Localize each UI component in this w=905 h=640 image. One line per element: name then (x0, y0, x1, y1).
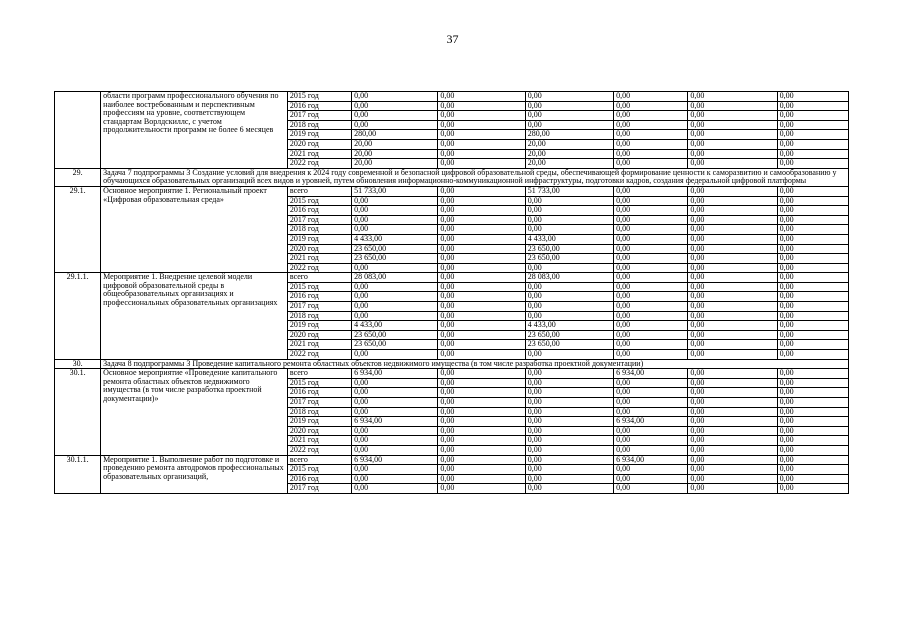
other-1-cell: 0,00 (614, 398, 688, 408)
period-cell: 2022 год (287, 350, 351, 360)
total-cell: 23 650,00 (352, 340, 438, 350)
federal-cell: 0,00 (438, 436, 525, 446)
period-cell: 2016 год (287, 101, 351, 111)
federal-cell: 0,00 (438, 302, 525, 312)
other-2-cell: 0,00 (688, 244, 777, 254)
other-2-cell: 0,00 (688, 340, 777, 350)
total-cell: 0,00 (352, 196, 438, 206)
other-1-cell: 0,00 (614, 302, 688, 312)
other-1-cell: 0,00 (614, 330, 688, 340)
total-cell: 0,00 (352, 407, 438, 417)
period-cell: 2022 год (287, 159, 351, 169)
other-2-cell: 0,00 (688, 445, 777, 455)
other-1-cell: 0,00 (614, 340, 688, 350)
period-cell: 2021 год (287, 149, 351, 159)
other-1-cell: 6 934,00 (614, 369, 688, 379)
other-1-cell: 0,00 (614, 130, 688, 140)
federal-cell: 0,00 (438, 417, 525, 427)
period-cell: 2017 год (287, 302, 351, 312)
other-1-cell: 0,00 (614, 388, 688, 398)
other-2-cell: 0,00 (688, 474, 777, 484)
regional-cell: 23 650,00 (525, 340, 613, 350)
other-1-cell: 0,00 (614, 92, 688, 102)
other-1-cell: 0,00 (614, 101, 688, 111)
period-cell: 2022 год (287, 263, 351, 273)
other-2-cell: 0,00 (688, 254, 777, 264)
other-2-cell: 0,00 (688, 417, 777, 427)
other-1-cell: 0,00 (614, 484, 688, 494)
other-1-cell: 0,00 (614, 292, 688, 302)
total-cell: 0,00 (352, 388, 438, 398)
page-number: 37 (446, 32, 459, 46)
period-cell: 2020 год (287, 426, 351, 436)
other-3-cell: 0,00 (777, 139, 848, 149)
other-3-cell: 0,00 (777, 101, 848, 111)
federal-cell: 0,00 (438, 234, 525, 244)
regional-cell: 4 433,00 (525, 234, 613, 244)
period-cell: всего (287, 455, 351, 465)
federal-cell: 0,00 (438, 388, 525, 398)
other-3-cell: 0,00 (777, 292, 848, 302)
regional-cell: 0,00 (525, 311, 613, 321)
other-2-cell: 0,00 (688, 206, 777, 216)
total-cell: 0,00 (352, 474, 438, 484)
federal-cell: 0,00 (438, 350, 525, 360)
federal-cell: 0,00 (438, 465, 525, 475)
regional-cell: 20,00 (525, 159, 613, 169)
period-cell: 2018 год (287, 311, 351, 321)
other-1-cell: 0,00 (614, 225, 688, 235)
period-cell: 2015 год (287, 378, 351, 388)
other-3-cell: 0,00 (777, 273, 848, 283)
row-number: 29.1.1. (55, 273, 101, 359)
other-1-cell: 0,00 (614, 244, 688, 254)
other-3-cell: 0,00 (777, 196, 848, 206)
other-2-cell: 0,00 (688, 426, 777, 436)
period-cell: 2017 год (287, 484, 351, 494)
federal-cell: 0,00 (438, 340, 525, 350)
total-cell: 0,00 (352, 282, 438, 292)
other-3-cell: 0,00 (777, 282, 848, 292)
regional-cell: 0,00 (525, 92, 613, 102)
total-cell: 0,00 (352, 101, 438, 111)
period-cell: 2016 год (287, 388, 351, 398)
regional-cell: 0,00 (525, 417, 613, 427)
total-cell: 0,00 (352, 92, 438, 102)
regional-cell: 0,00 (525, 455, 613, 465)
regional-cell: 23 650,00 (525, 254, 613, 264)
regional-cell: 0,00 (525, 120, 613, 130)
other-1-cell: 6 934,00 (614, 417, 688, 427)
period-cell: 2016 год (287, 474, 351, 484)
total-cell: 0,00 (352, 206, 438, 216)
total-cell: 6 934,00 (352, 369, 438, 379)
other-3-cell: 0,00 (777, 388, 848, 398)
federal-cell: 0,00 (438, 149, 525, 159)
other-1-cell: 0,00 (614, 445, 688, 455)
total-cell: 280,00 (352, 130, 438, 140)
regional-cell: 0,00 (525, 378, 613, 388)
other-3-cell: 0,00 (777, 234, 848, 244)
other-3-cell: 0,00 (777, 369, 848, 379)
period-cell: 2015 год (287, 465, 351, 475)
other-2-cell: 0,00 (688, 196, 777, 206)
regional-cell: 0,00 (525, 263, 613, 273)
other-2-cell: 0,00 (688, 330, 777, 340)
regional-cell: 0,00 (525, 196, 613, 206)
other-2-cell: 0,00 (688, 311, 777, 321)
row-number (55, 92, 101, 169)
total-cell: 23 650,00 (352, 254, 438, 264)
other-2-cell: 0,00 (688, 282, 777, 292)
other-2-cell: 0,00 (688, 111, 777, 121)
other-2-cell: 0,00 (688, 455, 777, 465)
period-cell: 2016 год (287, 206, 351, 216)
task-row (55, 168, 849, 186)
other-2-cell: 0,00 (688, 292, 777, 302)
total-cell: 0,00 (352, 120, 438, 130)
total-cell: 4 433,00 (352, 234, 438, 244)
other-2-cell: 0,00 (688, 398, 777, 408)
regional-cell: 0,00 (525, 206, 613, 216)
federal-cell: 0,00 (438, 159, 525, 169)
total-cell: 0,00 (352, 426, 438, 436)
total-cell: 0,00 (352, 398, 438, 408)
other-3-cell: 0,00 (777, 465, 848, 475)
period-cell: всего (287, 186, 351, 196)
regional-cell: 0,00 (525, 111, 613, 121)
regional-cell: 20,00 (525, 139, 613, 149)
activity-description: Основное мероприятие 1. Региональный проект «Цифровая образовательная среда» (101, 186, 288, 272)
federal-cell: 0,00 (438, 263, 525, 273)
other-3-cell: 0,00 (777, 302, 848, 312)
period-cell: 2017 год (287, 398, 351, 408)
other-2-cell: 0,00 (688, 215, 777, 225)
regional-cell: 0,00 (525, 445, 613, 455)
other-3-cell: 0,00 (777, 130, 848, 140)
period-cell: 2019 год (287, 321, 351, 331)
other-3-cell: 0,00 (777, 417, 848, 427)
table-row (55, 369, 849, 379)
other-3-cell: 0,00 (777, 225, 848, 235)
period-cell: 2022 год (287, 445, 351, 455)
total-cell: 51 733,00 (352, 186, 438, 196)
total-cell: 0,00 (352, 436, 438, 446)
other-1-cell: 0,00 (614, 196, 688, 206)
regional-cell: 28 083,00 (525, 273, 613, 283)
total-cell: 0,00 (352, 350, 438, 360)
other-3-cell: 0,00 (777, 474, 848, 484)
federal-cell: 0,00 (438, 455, 525, 465)
regional-cell: 0,00 (525, 436, 613, 446)
federal-cell: 0,00 (438, 407, 525, 417)
federal-cell: 0,00 (438, 101, 525, 111)
other-1-cell: 0,00 (614, 465, 688, 475)
total-cell: 20,00 (352, 139, 438, 149)
other-2-cell: 0,00 (688, 407, 777, 417)
row-number: 30. (55, 359, 101, 369)
other-2-cell: 0,00 (688, 159, 777, 169)
regional-cell: 0,00 (525, 369, 613, 379)
federal-cell: 0,00 (438, 215, 525, 225)
other-2-cell: 0,00 (688, 149, 777, 159)
period-cell: 2017 год (287, 215, 351, 225)
other-1-cell: 0,00 (614, 159, 688, 169)
total-cell: 6 934,00 (352, 455, 438, 465)
federal-cell: 0,00 (438, 254, 525, 264)
regional-cell: 23 650,00 (525, 244, 613, 254)
other-2-cell: 0,00 (688, 234, 777, 244)
other-2-cell: 0,00 (688, 388, 777, 398)
total-cell: 0,00 (352, 445, 438, 455)
regional-cell: 23 650,00 (525, 330, 613, 340)
other-2-cell: 0,00 (688, 378, 777, 388)
regional-cell: 0,00 (525, 215, 613, 225)
row-number: 29. (55, 168, 101, 186)
period-cell: 2015 год (287, 92, 351, 102)
other-2-cell: 0,00 (688, 186, 777, 196)
federal-cell: 0,00 (438, 398, 525, 408)
federal-cell: 0,00 (438, 369, 525, 379)
other-3-cell: 0,00 (777, 111, 848, 121)
federal-cell: 0,00 (438, 196, 525, 206)
other-1-cell: 6 934,00 (614, 455, 688, 465)
period-cell: 2018 год (287, 120, 351, 130)
total-cell: 23 650,00 (352, 244, 438, 254)
other-1-cell: 0,00 (614, 426, 688, 436)
federal-cell: 0,00 (438, 120, 525, 130)
federal-cell: 0,00 (438, 426, 525, 436)
other-2-cell: 0,00 (688, 484, 777, 494)
other-1-cell: 0,00 (614, 215, 688, 225)
total-cell: 0,00 (352, 111, 438, 121)
other-3-cell: 0,00 (777, 215, 848, 225)
federal-cell: 0,00 (438, 445, 525, 455)
other-3-cell: 0,00 (777, 120, 848, 130)
period-cell: 2020 год (287, 330, 351, 340)
total-cell: 23 650,00 (352, 330, 438, 340)
other-2-cell: 0,00 (688, 101, 777, 111)
period-cell: 2021 год (287, 436, 351, 446)
federal-cell: 0,00 (438, 92, 525, 102)
regional-cell: 4 433,00 (525, 321, 613, 331)
total-cell: 0,00 (352, 484, 438, 494)
period-cell: 2019 год (287, 417, 351, 427)
total-cell: 4 433,00 (352, 321, 438, 331)
regional-cell: 0,00 (525, 225, 613, 235)
other-1-cell: 0,00 (614, 407, 688, 417)
other-3-cell: 0,00 (777, 149, 848, 159)
federal-cell: 0,00 (438, 186, 525, 196)
other-1-cell: 0,00 (614, 263, 688, 273)
federal-cell: 0,00 (438, 282, 525, 292)
other-2-cell: 0,00 (688, 369, 777, 379)
federal-cell: 0,00 (438, 311, 525, 321)
other-1-cell: 0,00 (614, 350, 688, 360)
table-row (55, 273, 849, 283)
period-cell: 2021 год (287, 254, 351, 264)
period-cell: всего (287, 273, 351, 283)
other-2-cell: 0,00 (688, 263, 777, 273)
regional-cell: 0,00 (525, 426, 613, 436)
task-text: Задача 8 подпрограммы 3 Проведение капитального ремонта областных объектов недвижимого имущества (в том числе разработка проектной документации) (101, 359, 849, 369)
other-2-cell: 0,00 (688, 436, 777, 446)
other-2-cell: 0,00 (688, 273, 777, 283)
regional-cell: 0,00 (525, 292, 613, 302)
total-cell: 28 083,00 (352, 273, 438, 283)
federal-cell: 0,00 (438, 225, 525, 235)
other-3-cell: 0,00 (777, 398, 848, 408)
total-cell: 0,00 (352, 215, 438, 225)
other-1-cell: 0,00 (614, 186, 688, 196)
regional-cell: 0,00 (525, 302, 613, 312)
other-2-cell: 0,00 (688, 92, 777, 102)
table-body (55, 92, 849, 494)
total-cell: 0,00 (352, 302, 438, 312)
regional-cell: 0,00 (525, 407, 613, 417)
activity-description: области программ профессионального обучения по наиболее востребованным и перспективным профессиям на уровне, соответствующем стандартам Ворлдскиллс, с учетом продолжительности программ не более 6 месяцев (101, 92, 288, 169)
activity-description: Основное мероприятие «Проведение капитального ремонта областных объектов недвижимого имущества (в том числе разработка проектной документации)» (101, 369, 288, 455)
regional-cell: 0,00 (525, 484, 613, 494)
other-1-cell: 0,00 (614, 378, 688, 388)
other-3-cell: 0,00 (777, 378, 848, 388)
activity-description: Мероприятие 1. Внедрение целевой модели цифровой образовательной среды в общеобразовательных организациях и профессиональных образовательных организациях (101, 273, 288, 359)
total-cell: 0,00 (352, 292, 438, 302)
regional-cell: 20,00 (525, 149, 613, 159)
other-1-cell: 0,00 (614, 273, 688, 283)
other-1-cell: 0,00 (614, 436, 688, 446)
total-cell: 6 934,00 (352, 417, 438, 427)
period-cell: 2019 год (287, 130, 351, 140)
other-3-cell: 0,00 (777, 455, 848, 465)
other-1-cell: 0,00 (614, 321, 688, 331)
activity-description: Мероприятие 1. Выполнение работ по подготовке и проведению ремонта автодромов профессиональных образовательных организаций, (101, 455, 288, 493)
other-3-cell: 0,00 (777, 436, 848, 446)
period-cell: 2018 год (287, 225, 351, 235)
row-number: 29.1. (55, 186, 101, 272)
period-cell: 2017 год (287, 111, 351, 121)
regional-cell: 280,00 (525, 130, 613, 140)
other-2-cell: 0,00 (688, 350, 777, 360)
other-3-cell: 0,00 (777, 92, 848, 102)
regional-cell: 0,00 (525, 350, 613, 360)
row-number: 30.1.1. (55, 455, 101, 493)
other-2-cell: 0,00 (688, 130, 777, 140)
federal-cell: 0,00 (438, 111, 525, 121)
other-2-cell: 0,00 (688, 465, 777, 475)
other-1-cell: 0,00 (614, 282, 688, 292)
regional-cell: 0,00 (525, 474, 613, 484)
other-2-cell: 0,00 (688, 321, 777, 331)
other-3-cell: 0,00 (777, 426, 848, 436)
other-3-cell: 0,00 (777, 244, 848, 254)
period-cell: 2018 год (287, 407, 351, 417)
regional-cell: 0,00 (525, 282, 613, 292)
federal-cell: 0,00 (438, 378, 525, 388)
federal-cell: 0,00 (438, 484, 525, 494)
federal-cell: 0,00 (438, 273, 525, 283)
period-cell: 2016 год (287, 292, 351, 302)
federal-cell: 0,00 (438, 330, 525, 340)
total-cell: 20,00 (352, 159, 438, 169)
other-3-cell: 0,00 (777, 263, 848, 273)
regional-cell: 0,00 (525, 101, 613, 111)
other-3-cell: 0,00 (777, 159, 848, 169)
federal-cell: 0,00 (438, 206, 525, 216)
other-1-cell: 0,00 (614, 149, 688, 159)
period-cell: 2020 год (287, 244, 351, 254)
other-2-cell: 0,00 (688, 302, 777, 312)
other-3-cell: 0,00 (777, 330, 848, 340)
table-row (55, 92, 849, 102)
federal-cell: 0,00 (438, 244, 525, 254)
regional-cell: 51 733,00 (525, 186, 613, 196)
other-1-cell: 0,00 (614, 474, 688, 484)
other-1-cell: 0,00 (614, 120, 688, 130)
other-3-cell: 0,00 (777, 321, 848, 331)
total-cell: 0,00 (352, 225, 438, 235)
federal-cell: 0,00 (438, 321, 525, 331)
regional-cell: 0,00 (525, 398, 613, 408)
other-1-cell: 0,00 (614, 111, 688, 121)
federal-cell: 0,00 (438, 292, 525, 302)
other-1-cell: 0,00 (614, 254, 688, 264)
other-3-cell: 0,00 (777, 206, 848, 216)
other-3-cell: 0,00 (777, 445, 848, 455)
other-3-cell: 0,00 (777, 350, 848, 360)
other-2-cell: 0,00 (688, 225, 777, 235)
federal-cell: 0,00 (438, 130, 525, 140)
period-cell: 2015 год (287, 282, 351, 292)
row-number: 30.1. (55, 369, 101, 455)
other-1-cell: 0,00 (614, 139, 688, 149)
task-text: Задача 7 подпрограммы 3 Создание условий для внедрения к 2024 году современной и безопасной цифровой образовательной среды, обеспечивающей формирование ценности к саморазвитию и самообразованию у обучающихся образовательных организаций всех видов и уровней, путем обновления информационно-коммуникационной инфраструктуры, подготовки кадров, создания федеральной цифровой платформы (101, 168, 849, 186)
other-3-cell: 0,00 (777, 484, 848, 494)
other-3-cell: 0,00 (777, 311, 848, 321)
other-3-cell: 0,00 (777, 186, 848, 196)
federal-cell: 0,00 (438, 474, 525, 484)
other-2-cell: 0,00 (688, 139, 777, 149)
other-1-cell: 0,00 (614, 311, 688, 321)
total-cell: 0,00 (352, 465, 438, 475)
total-cell: 0,00 (352, 263, 438, 273)
period-cell: 2019 год (287, 234, 351, 244)
federal-cell: 0,00 (438, 139, 525, 149)
other-3-cell: 0,00 (777, 254, 848, 264)
other-3-cell: 0,00 (777, 340, 848, 350)
table-row (55, 455, 849, 465)
total-cell: 20,00 (352, 149, 438, 159)
regional-cell: 0,00 (525, 388, 613, 398)
regional-cell: 0,00 (525, 465, 613, 475)
total-cell: 0,00 (352, 378, 438, 388)
total-cell: 0,00 (352, 311, 438, 321)
period-cell: 2020 год (287, 139, 351, 149)
budget-table (54, 91, 849, 494)
other-1-cell: 0,00 (614, 206, 688, 216)
other-3-cell: 0,00 (777, 407, 848, 417)
period-cell: 2015 год (287, 196, 351, 206)
other-1-cell: 0,00 (614, 234, 688, 244)
period-cell: 2021 год (287, 340, 351, 350)
other-2-cell: 0,00 (688, 120, 777, 130)
table-row (55, 186, 849, 196)
period-cell: всего (287, 369, 351, 379)
